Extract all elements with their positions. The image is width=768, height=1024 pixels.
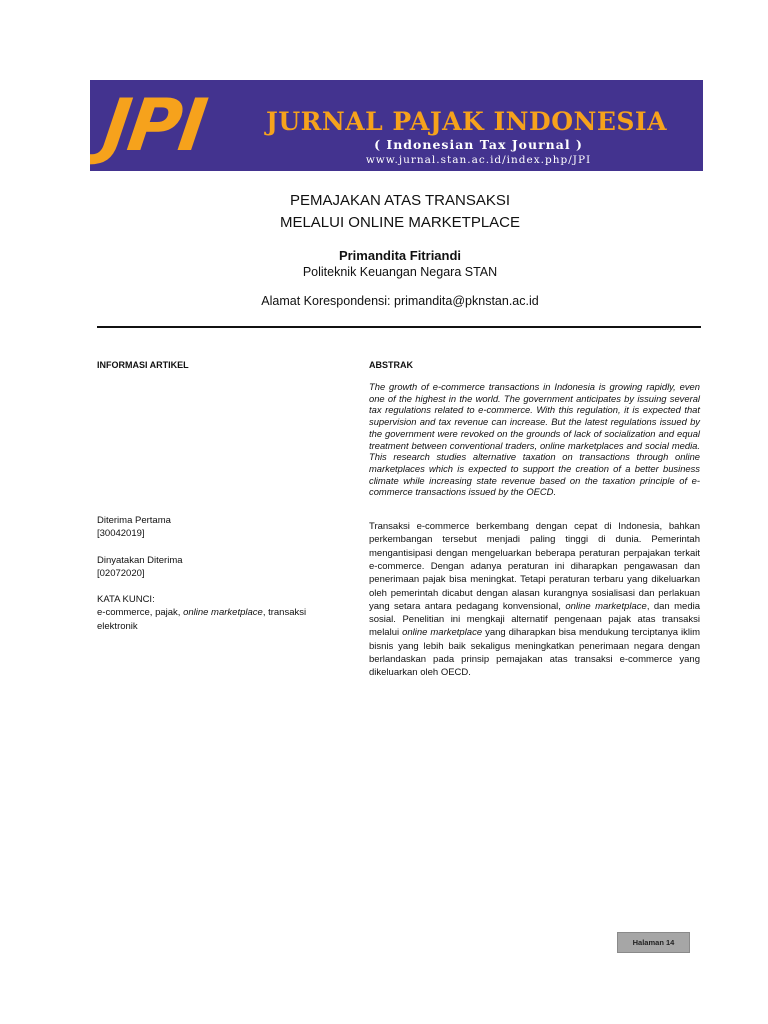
keywords-part: , transaksi elektronik xyxy=(97,607,307,632)
page-number: Halaman 14 xyxy=(617,932,690,953)
author-name: Primandita Fitriandi xyxy=(338,248,462,263)
received-label: Diterima Pertama xyxy=(97,515,171,526)
accepted-label: Dinyatakan Diterima xyxy=(97,554,183,566)
paper-title-line2: MELALUI ONLINE MARKETPLACE xyxy=(279,214,521,231)
abstract-column xyxy=(369,360,700,680)
abstract-text: yang diharapkan bisa mendukung terciptanya iklim bisnis yang lebih baik sekaligus meningkatkan penerimaan negara dengan berlandaskan pada prinsip pemajakan atas transaksi e-commerce yang dikeluarkan oleh OECD. xyxy=(369,627,700,679)
keywords-label: KATA KUNCI: xyxy=(97,594,155,606)
abstract-italic: online marketplace xyxy=(565,600,647,612)
received-value: [30042019] xyxy=(97,528,145,540)
paper-title-line1: PEMAJAKAN ATAS TRANSAKSI xyxy=(289,192,511,209)
abstract-text: Transaksi e-commerce berkembang dengan cepat di Indonesia, bahkan perkembangan tersebut menjadi paling tinggi di dunia. Pemerintah mengantisipasi dengan mengeluarkan beberapa peraturan perpajakan terkait e-commerce. Dengan adanya peraturan ini diharapkan pengawasan dan penerimaan pajak bisa meningkat. Tetapi peraturan terbaru yang dikeluarkan oleh pemerintah dicabut dengan alasan kurangnya sosialisasi dan perlakuan yang setara antara pedagang konvensional, xyxy=(369,521,700,612)
author-affiliation: Politeknik Keuangan Negara STAN xyxy=(302,265,498,279)
journal-url: www.jurnal.stan.ac.id/index.php/JPI xyxy=(365,154,592,166)
article-info-heading: INFORMASI ARTIKEL xyxy=(97,360,189,370)
abstract-heading: ABSTRAK xyxy=(369,360,413,370)
correspondence-address: Alamat Korespondensi: primandita@pknstan.ac.id xyxy=(261,294,539,308)
abstract-italic: online marketplace xyxy=(402,627,483,639)
article-info-column xyxy=(97,360,347,370)
accepted-value: [02072020] xyxy=(97,567,145,579)
journal-title: JURNAL PAJAK INDONESIA xyxy=(266,107,668,136)
article-dates xyxy=(97,514,347,633)
keywords-italic: online marketplace xyxy=(183,607,263,619)
journal-banner xyxy=(90,80,703,171)
keywords-list xyxy=(97,606,347,633)
abstract-english: The growth of e-commerce transactions in Indonesia is growing rapidly, even one of the highest in the world. The government anticipates by issuing several tax regulations related to e-commerce. With this regulation, it is expected that supervision and tax revenue can increase. But the latest regulations issued by the government were revoked on the grounds of lack of socialization and equal treatment between conventional traders, online marketplaces and social media. This research studies alternative taxation on transactions through online marketplaces which is expected to support the creation of a better business climate while increasing state revenue based on the taxation principle of e-commerce transactions issued by the OECD. xyxy=(369,381,700,498)
header-divider xyxy=(97,326,701,328)
abstract-text: , dan media sosial. Penelitian ini mengkaji alternatif pengenaan pajak atas transaksi melalui xyxy=(369,600,700,639)
journal-logo: JPI xyxy=(98,83,211,167)
keywords-part: e-commerce, pajak, xyxy=(97,607,184,619)
journal-subtitle: ( Indonesian Tax Journal ) xyxy=(374,137,583,152)
abstract-indonesian xyxy=(369,520,700,680)
